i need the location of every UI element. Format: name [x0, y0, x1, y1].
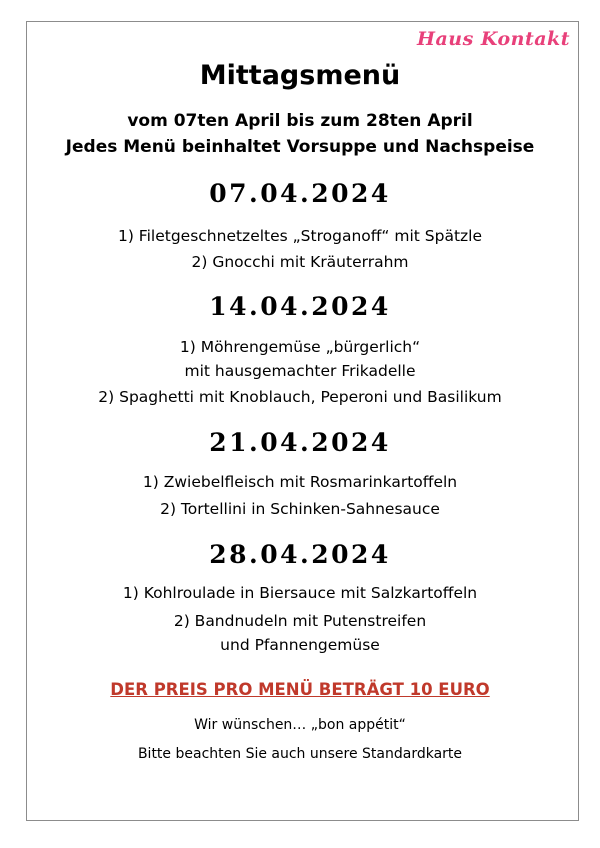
menu-dish: 2) Gnocchi mit Kräuterrahm — [191, 253, 409, 271]
menu-dish: mit hausgemachter Frikadelle — [184, 362, 416, 380]
menu-date-1: 07.04.2024 — [209, 179, 391, 208]
brand-logo: Haus Kontakt — [417, 28, 570, 50]
price-notice — [0, 680, 600, 699]
menu-dish: 2) Spaghetti mit Knoblauch, Peperoni und Basilikum — [98, 388, 502, 406]
page-title: Mittagsmenü — [199, 60, 401, 91]
menu-dish: 1) Möhrengemüse „bürgerlich“ — [179, 338, 421, 356]
subtitle-included: Jedes Menü beinhaltet Vorsuppe und Nachspeise — [65, 137, 535, 157]
menu-dish: 1) Zwiebelfleisch mit Rosmarinkartoffeln — [142, 473, 458, 491]
menu-dish: und Pfannengemüse — [220, 636, 380, 654]
menu-dish: 2) Tortellini in Schinken-Sahnesauce — [160, 500, 440, 518]
menu-date-2: 14.04.2024 — [209, 292, 391, 321]
price-text: DER PREIS PRO MENÜ BETRÄGT 10 EURO — [110, 680, 490, 699]
menu-dish: 1) Kohlroulade in Biersauce mit Salzkartoffeln — [122, 584, 478, 602]
subtitle-dates: vom 07ten April bis zum 28ten April — [127, 111, 473, 131]
menu-dish: 1) Filetgeschnetzeltes „Stroganoff“ mit Spätzle — [117, 227, 483, 245]
closing-wish: Wir wünschen… „bon appétit“ — [194, 717, 406, 733]
closing-note: Bitte beachten Sie auch unsere Standardkarte — [137, 746, 463, 762]
menu-date-3: 21.04.2024 — [209, 428, 391, 457]
menu-dish: 2) Bandnudeln mit Putenstreifen — [173, 612, 427, 630]
menu-date-4: 28.04.2024 — [209, 540, 391, 569]
